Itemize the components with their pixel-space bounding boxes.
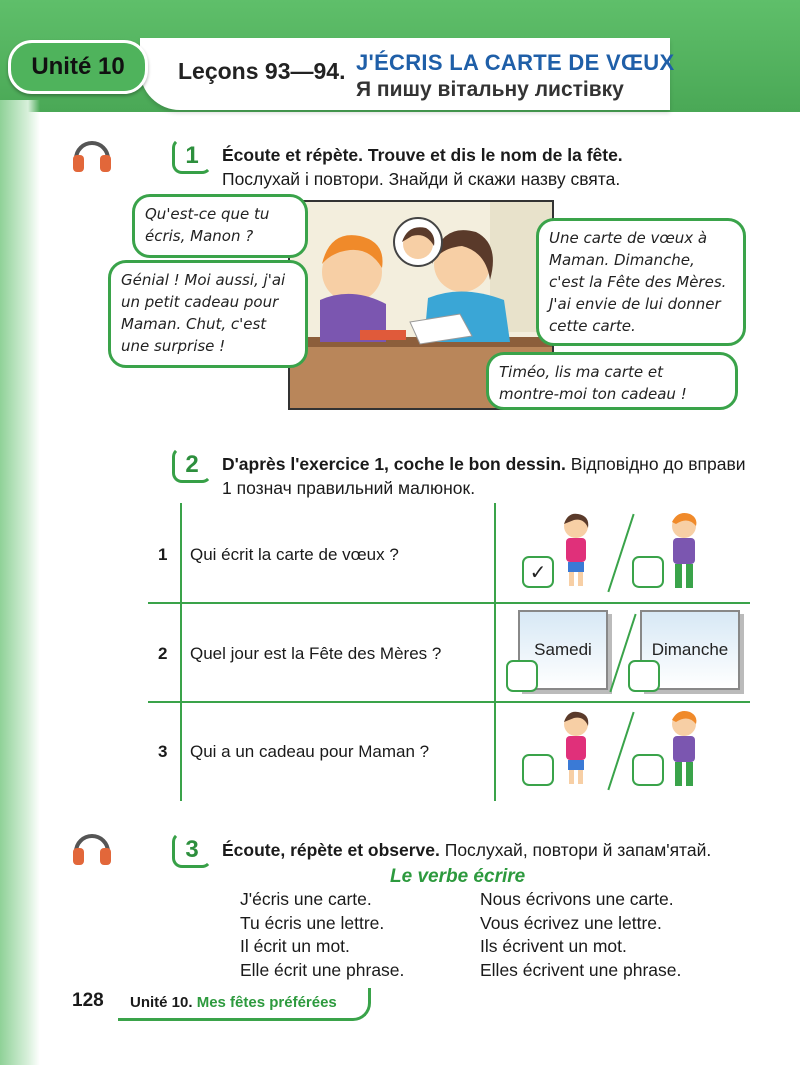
lessons-label: Leçons 93—94. <box>178 58 346 84</box>
exercise-2-instructions <box>222 452 752 500</box>
footer-topic: Mes fêtes préférées <box>196 994 337 1011</box>
conjugation-line: Il écrit un mot. <box>240 936 350 956</box>
speech-bubble: Génial ! Moi aussi, j'ai un petit cadeau pour Maman. Chut, c'est une surprise ! <box>108 260 308 368</box>
conjugation-line: Vous écrivez une lettre. <box>480 912 662 933</box>
conjugation-line: Ils écrivent un mot. <box>480 936 627 956</box>
exercise-2-title-ua: Відповідно до вправи 1 познач правильний малюнок. <box>222 454 746 498</box>
exercise-number-3: 3 <box>172 832 212 868</box>
answer-checkbox[interactable] <box>522 754 554 786</box>
page-subtitle: Я пишу вітальну листівку <box>356 78 624 101</box>
footer-text <box>130 994 337 1011</box>
calendar-day-label: Samedi <box>534 640 592 659</box>
exercise-1-title-ua: Послухай і повтори. Знайди й скажи назву свята. <box>222 169 621 189</box>
exercise-3-title-ua: Послухай, повтори й запам'ятай. <box>444 840 712 860</box>
headphones-icon[interactable] <box>70 133 114 177</box>
exercise-1-title: Écoute et répète. Trouve et dis le nom de la fête. <box>222 145 623 165</box>
unit-badge: Unité 10 <box>8 40 148 94</box>
answer-checkbox[interactable] <box>628 660 660 692</box>
question-text: Qui écrit la carte de vœux ? <box>190 545 399 564</box>
exercise-number-2: 2 <box>172 447 212 483</box>
headphones-icon[interactable] <box>70 826 114 870</box>
left-strip <box>0 100 40 1065</box>
exercise-3-title: Écoute, répète et observe. <box>222 840 440 860</box>
exercise-2-title: D'après l'exercice 1, coche le bon dessin. <box>222 454 566 474</box>
answer-checkbox[interactable]: ✓ <box>522 556 554 588</box>
girl-figure <box>556 510 596 592</box>
exercise-1-instructions <box>222 143 752 191</box>
footer-unit: Unité 10. <box>130 994 193 1011</box>
verb-heading: Le verbe écrire <box>390 866 526 887</box>
row-number: 2 <box>158 644 168 663</box>
girl-figure <box>556 708 596 790</box>
conjugation-line: Tu écris une lettre. <box>240 912 385 933</box>
conjugation-plural <box>480 888 681 982</box>
row-number: 3 <box>158 742 168 761</box>
boy-figure <box>664 708 704 794</box>
exercise-number-1: 1 <box>172 138 212 174</box>
speech-bubble: Timéo, lis ma carte et montre-moi ton cadeau ! <box>486 352 738 410</box>
divider <box>607 514 634 593</box>
calendar-day-label: Dimanche <box>651 640 729 659</box>
divider <box>607 712 634 791</box>
row-number: 1 <box>158 545 168 564</box>
conjugation-line: Elles écrivent une phrase. <box>480 959 682 980</box>
conjugation-line: Elle écrit une phrase. <box>240 959 405 980</box>
speech-bubble: Une carte de vœux à Maman. Dimanche, c'est la Fête des Mères. J'ai envie de lui donner cette carte. <box>536 218 746 346</box>
speech-bubble: Qu'est-ce que tu écris, Manon ? <box>132 194 308 258</box>
page-number: 128 <box>72 990 104 1011</box>
page-title: J'ÉCRIS LA CARTE DE VŒUX <box>356 50 675 75</box>
conjugation-line: J'écris une carte. <box>240 889 372 909</box>
question-text: Qui a un cadeau pour Maman ? <box>190 742 430 761</box>
conjugation-singular <box>240 888 404 982</box>
question-text: Quel jour est la Fête des Mères ? <box>190 644 442 663</box>
exercise-3-instructions <box>222 838 762 862</box>
answer-checkbox[interactable] <box>632 556 664 588</box>
answer-checkbox[interactable] <box>506 660 538 692</box>
answer-checkbox[interactable] <box>632 754 664 786</box>
boy-figure <box>664 510 704 596</box>
conjugation-line: Nous écrivons une carte. <box>480 889 674 909</box>
